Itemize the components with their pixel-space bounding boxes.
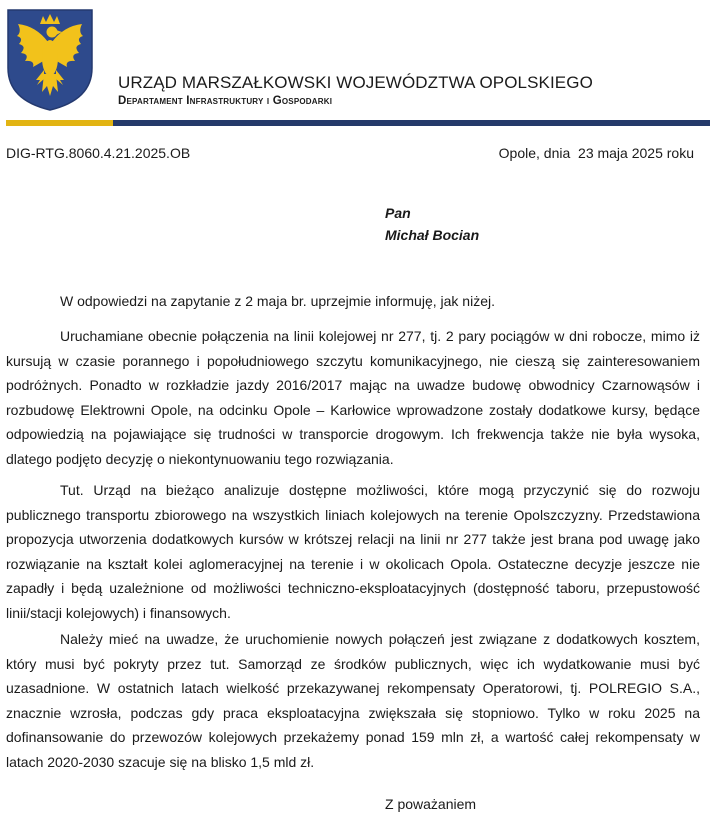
body-paragraph-2: Uruchamiane obecnie połączenia na linii kolejowej nr 277, tj. 2 pary pociągów w dni robocze, mimo iż kursują w czasie porannego i popołudniowego szczytu komunikacyjnego, nie cieszą się zainteresowaniem podróżnych. Ponadto w rozkładzie jazdy 2016/2017 mając na uwadze budowę obwodnicy Czarnowąsów i rozbudowę Elektrowni Opole, na odcinku Opole – Karłowice wprowadzone zostały dodatkowe kursy, będące odpowiedzią na pojawiające się trudności w transporcie drogowym. Ich frekwencja także nie była wysoka, dlatego podjęto decyzję o niekontynuowaniu tego rozwiązania. — [6, 328, 700, 467]
coat-of-arms-eagle-icon — [6, 8, 94, 112]
reference-number: DIG-RTG.8060.4.21.2025.OB — [6, 145, 191, 161]
office-name: URZĄD MARSZAŁKOWSKI WOJEWÓDZTWA OPOLSKIEGO — [118, 73, 593, 92]
header-divider-blue — [113, 120, 710, 126]
header-divider — [6, 120, 710, 126]
body-paragraph-1: W odpowiedzi na zapytanie z 2 maja br. uprzejmie informuję, jak niżej. — [60, 293, 495, 309]
body-paragraph-4: Należy mieć na uwadze, że uruchomienie nowych połączeń jest związane z dodatkowych kosztem, który musi być pokryty przez tut. Samorząd ze środków publicznych, więc ich wydatkowanie musi być uzasadnione. W ostatnich latach wielkość przekazywanej rekompensaty Operatorowi, tj. POLREGIO S.A., znacznie wzrosła, podczas gdy praca eksploatacyjna zwiększała się stopniowo. Tylko w roku 2025 na dofinansowanie do przewozów kolejowych przekażemy ponad 159 mln zł, a wartość całej rekompensaty w latach 2020-2030 szacuje się na blisko 1,5 mld zł. — [6, 631, 700, 770]
header-divider-gold — [6, 120, 113, 126]
body-paragraph-3: Tut. Urząd na bieżąco analizuje dostępne możliwości, które mogą przyczynić się do rozwoju publicznego transportu zbiorowego na wszystkich liniach kolejowych na terenie Opolszczyzny. Przedstawiona propozycja utworzenia dodatkowych kursów w krótszej relacji na linii nr 277 także jest brana pod uwagę jako rozwiązanie na kształt kolei aglomeracyjnej na terenie i w okolicach Opola. Ostateczne decyzje jeszcze nie zapadły i będą uzależnione od możliwości techniczno-eksploatacyjnych (dostępność taboru, przepustowość linii/stacji kolejowych) i finansowych. — [6, 482, 700, 621]
recipient-name: Michał Bocian — [385, 227, 480, 243]
recipient-salutation: Pan — [385, 205, 411, 221]
department-name: Departament Infrastruktury i Gospodarki — [118, 95, 333, 107]
place-date: Opole, dnia 23 maja 2025 roku — [498, 145, 694, 161]
recipient-block — [385, 202, 479, 246]
closing-phrase: Z poważaniem — [385, 796, 477, 812]
